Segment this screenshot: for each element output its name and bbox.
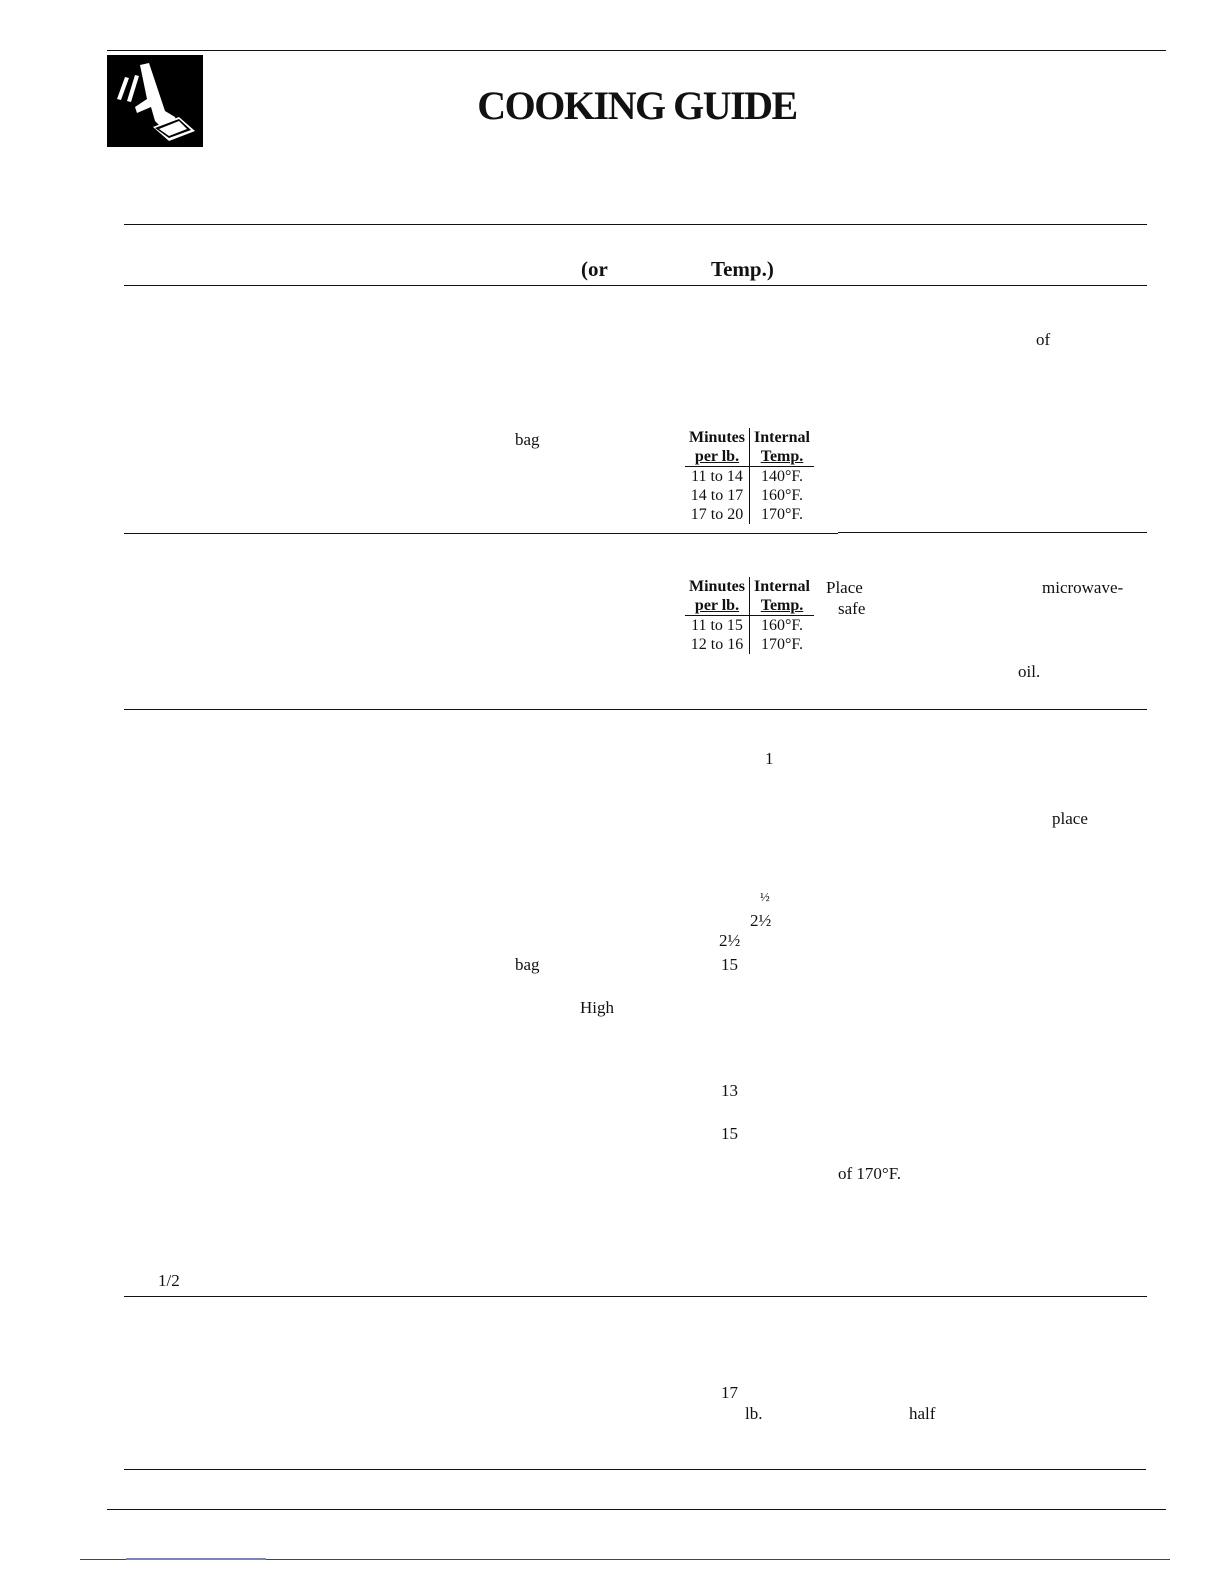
table-cell: 140°F. [760, 468, 803, 485]
text-fragment: 17 [721, 1383, 738, 1402]
section-divider [124, 1469, 1146, 1470]
table-cell: 14 to 17 [685, 486, 750, 505]
text-fragment: 13 [721, 1081, 738, 1100]
table-row [685, 635, 814, 654]
table-row [685, 467, 814, 487]
footer-accent-rule [126, 1558, 266, 1560]
cooking-time-table [685, 577, 814, 654]
table-cell: 170°F. [760, 506, 803, 523]
section-divider [124, 709, 1147, 710]
text-fragment: of 170°F. [838, 1164, 902, 1183]
text-fragment: 2½ [750, 911, 772, 930]
page-title: COOKING GUIDE [477, 83, 797, 128]
table-cell: 170°F. [760, 636, 803, 653]
text-fragment: oil. [1018, 662, 1041, 681]
text-fragment: half [909, 1404, 936, 1423]
text-fragment: lb. [745, 1404, 763, 1423]
table-subheader: per lb. [694, 448, 740, 465]
table-subheader: Temp. [760, 597, 804, 614]
table-header: Minutes [685, 428, 750, 447]
text-fragment: 15 [721, 1124, 738, 1143]
table-row [685, 486, 814, 505]
section-divider [124, 533, 838, 534]
text-fragment: bag [515, 955, 540, 974]
cooking-time-table [685, 428, 814, 524]
text-fragment: ½ [760, 889, 770, 904]
column-header-fragment: (or [581, 257, 608, 281]
footer-rule [107, 1509, 1166, 1510]
header-top-rule [124, 224, 1147, 225]
table-subheader: per lb. [694, 597, 740, 614]
header-bottom-rule [124, 285, 1147, 286]
text-fragment: bag [515, 430, 540, 449]
text-fragment: 15 [721, 955, 738, 974]
text-fragment: 2½ [719, 931, 741, 950]
text-fragment: of [1036, 330, 1051, 349]
table-row [685, 505, 814, 524]
table-subheader: Temp. [760, 448, 804, 465]
text-fragment: safe [838, 599, 866, 618]
table-cell: 12 to 16 [685, 635, 750, 654]
text-fragment: microwave- [1042, 578, 1124, 597]
table-cell: 160°F. [760, 487, 803, 504]
top-rule [107, 50, 1166, 51]
table-header: Internal [754, 429, 810, 446]
text-fragment: 1 [765, 749, 774, 768]
text-fragment: place [1052, 809, 1088, 828]
column-header-fragment: Temp.) [711, 257, 774, 281]
text-fragment: 1/2 [158, 1271, 180, 1290]
text-fragment: Place [826, 578, 863, 597]
table-header: Internal [754, 578, 810, 595]
table-cell: 17 to 20 [685, 505, 750, 524]
table-cell: 11 to 15 [685, 616, 750, 636]
section-divider [838, 532, 1147, 533]
section-divider [124, 1296, 1147, 1297]
table-row [685, 616, 814, 636]
table-header: Minutes [685, 577, 750, 596]
table-cell: 160°F. [760, 617, 803, 634]
text-fragment: High [580, 998, 614, 1017]
table-cell: 11 to 14 [685, 467, 750, 487]
